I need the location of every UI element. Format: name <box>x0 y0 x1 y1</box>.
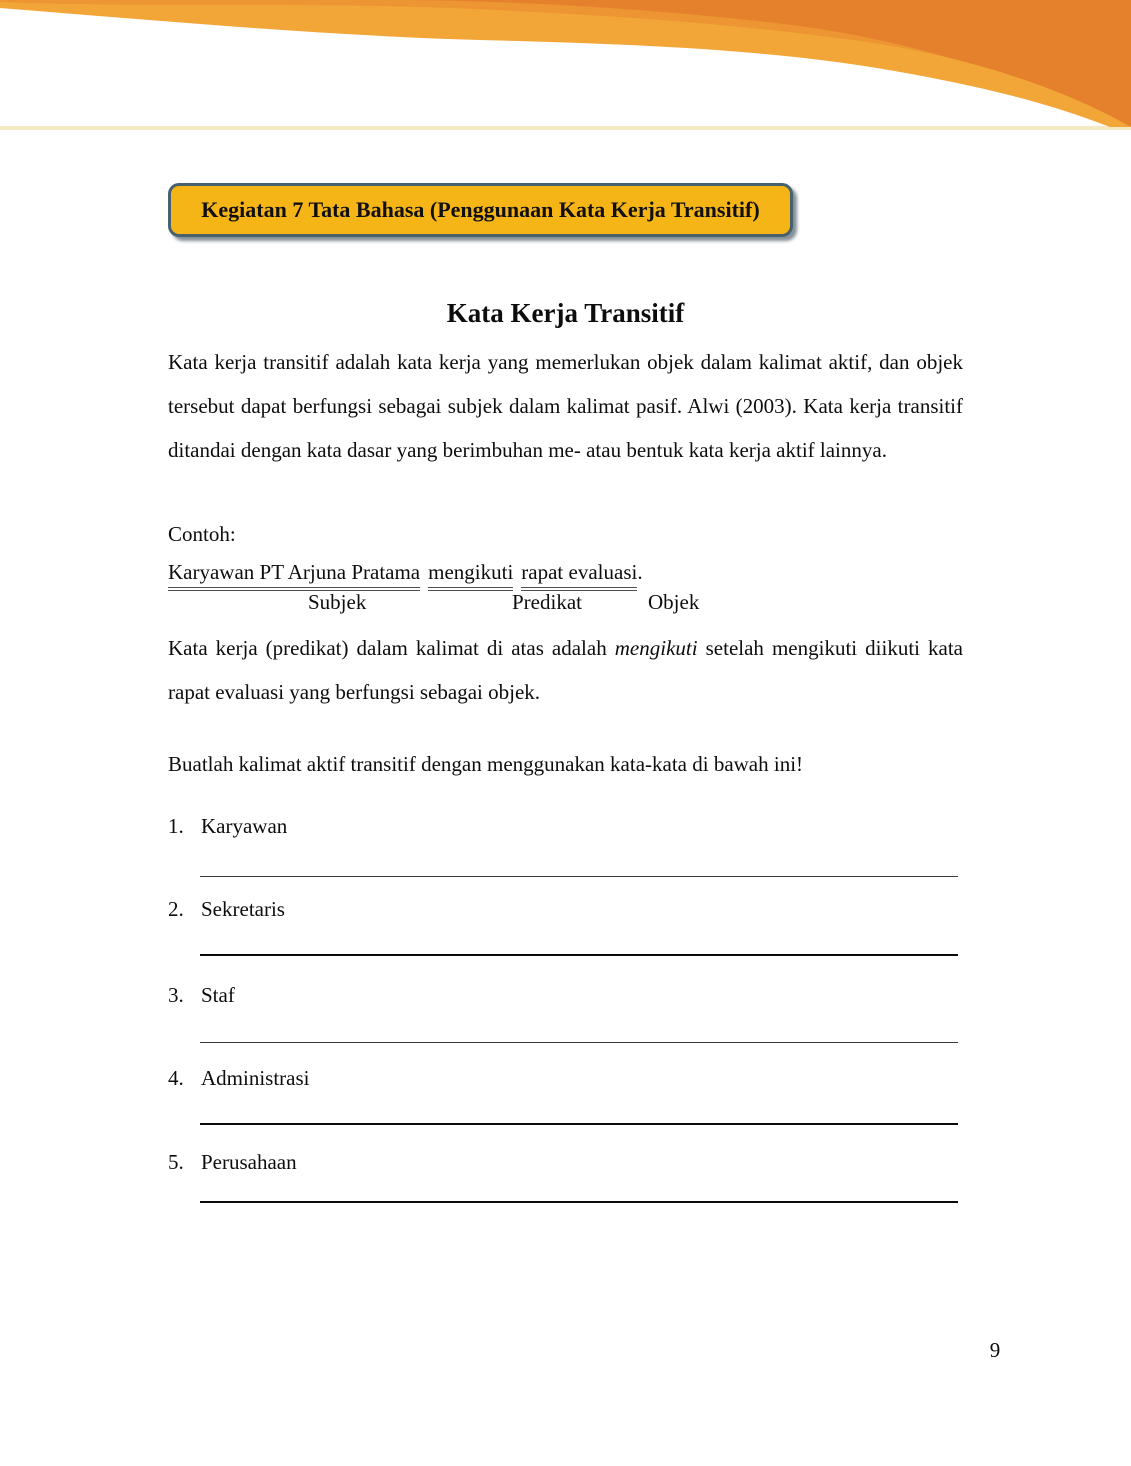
explanation-paragraph <box>168 626 963 714</box>
answer-line <box>200 1201 958 1203</box>
activity-badge <box>168 183 793 237</box>
intro-paragraph: Kata kerja transitif adalah kata kerja yang memerlukan objek dalam kalimat aktif, dan objek tersebut dapat berfungsi sebagai subjek dalam kalimat pasif. Alwi (2003). Kata kerja transitif ditandai dengan kata dasar yang berimbuhan me- atau bentuk kata kerja aktif lainnya. <box>168 350 963 462</box>
instruction-text: Buatlah kalimat aktif transitif dengan menggunakan kata-kata di bawah ini! <box>168 752 804 776</box>
list-item-label: Staf <box>201 983 235 1007</box>
example-sentence <box>168 558 963 591</box>
label-subjek: Subjek <box>308 590 367 614</box>
list-item-label: Perusahaan <box>201 1150 297 1174</box>
example-object: rapat evaluasi <box>521 558 637 591</box>
example-predicate: mengikuti <box>428 558 513 591</box>
explanation-italic-word: mengikuti <box>614 636 698 660</box>
page-number: 9 <box>989 1338 1001 1362</box>
activity-badge-label: Kegiatan 7 Tata Bahasa (Penggunaan Kata Kerja Transitif) <box>201 197 760 222</box>
answer-line <box>200 1042 958 1043</box>
list-item-number: 4. <box>168 1066 184 1090</box>
explanation-text-after: setelah mengikuti diikuti kata rapat evaluasi yang berfungsi sebagai objek. <box>168 636 963 704</box>
list-item <box>168 1064 963 1092</box>
header-wave-decoration <box>0 0 1131 132</box>
label-objek: Objek <box>648 590 700 614</box>
list-item-label: Karyawan <box>201 814 288 838</box>
example-subject: Karyawan PT Arjuna Pratama <box>168 558 420 591</box>
header-rule-line <box>0 126 1131 130</box>
example-heading: Contoh: <box>168 522 236 546</box>
grammar-labels-row <box>168 588 963 616</box>
list-item <box>168 895 963 923</box>
list-item-number: 5. <box>168 1150 184 1174</box>
list-item-number: 2. <box>168 897 184 921</box>
label-predikat: Predikat <box>512 590 582 614</box>
list-item-number: 3. <box>168 983 184 1007</box>
page-title: Kata Kerja Transitif <box>446 298 685 328</box>
list-item <box>168 1148 963 1176</box>
answer-line <box>200 876 958 877</box>
list-item-label: Administrasi <box>201 1066 310 1090</box>
list-item-number: 1. <box>168 814 184 838</box>
explanation-text-before: Kata kerja (predikat) dalam kalimat di atas adalah <box>168 636 615 660</box>
list-item <box>168 812 963 840</box>
example-period: . <box>637 560 643 584</box>
list-item-label: Sekretaris <box>201 897 285 921</box>
answer-line <box>200 954 958 956</box>
answer-line <box>200 1123 958 1125</box>
list-item <box>168 981 963 1009</box>
